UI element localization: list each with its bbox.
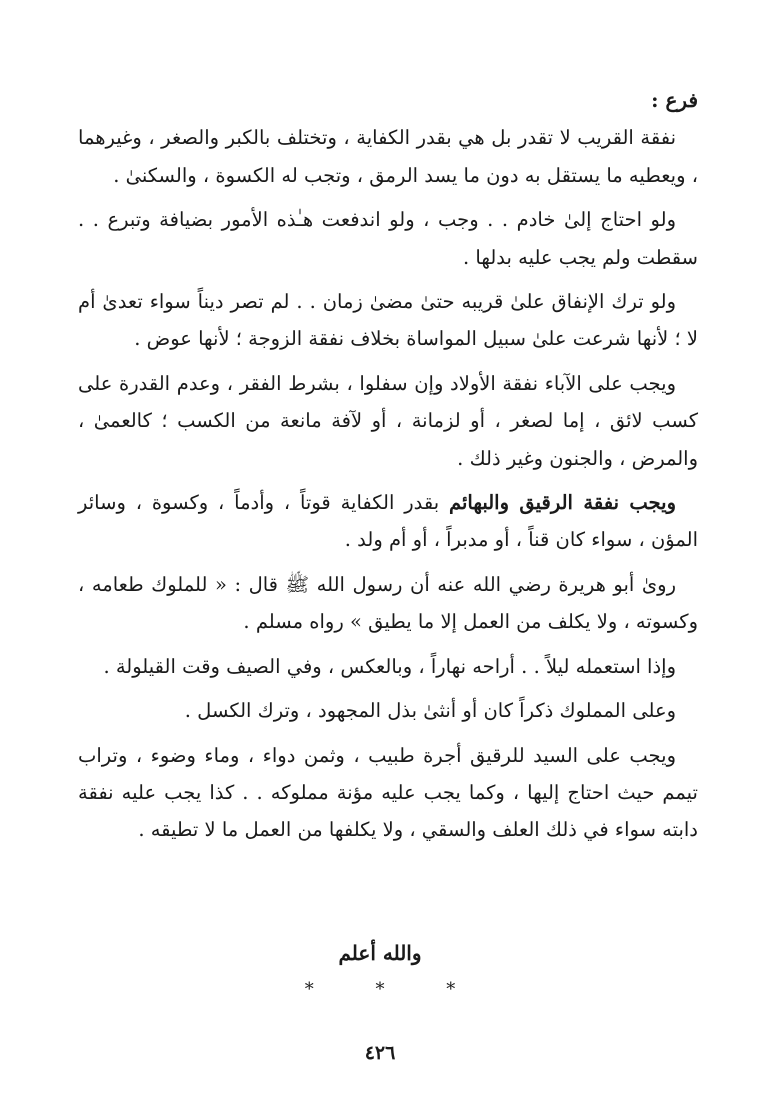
closing-phrase: والله أعلم [338,941,422,965]
paragraph-5-text: بقدر الكفاية قوتاً ، وأدماً ، وكسوة ، وسائر المؤن ، سواء كان قناً ، أو مدبراً ، أو أم ولد . [78,491,698,552]
paragraph-3: ولو ترك الإنفاق علىٰ قريبه حتىٰ مضىٰ زمان . . لم تصر ديناً سواء تعدىٰ أم لا ؛ لأنها شرعت علىٰ سبيل المواساة بخلاف نفقة الزوجة ؛ لأنها عوض . [78,290,698,351]
paragraph-8: وعلى المملوك ذكراً كان أو أنثىٰ بذل المجهود ، وترك الكسل . [184,699,676,723]
paragraph-7: وإذا استعمله ليلاً . . أراحه نهاراً ، وبالعكس ، وفي الصيف وقت القيلولة . [103,654,676,678]
paragraph-5 [78,484,698,559]
paragraph-6: روىٰ أبو هريرة رضي الله عنه أن رسول الله ﷺ قال : « للملوك طعامه ، وكسوته ، ولا يكلف من العمل إلا ما يطيق » رواه مسلم . [78,572,698,634]
paragraph-9: ويجب على السيد للرقيق أجرة طبيب ، وثمن دواء ، وماء وضوء ، وتراب تيمم حيث احتاج إليها ، وكما يجب عليه مؤنة مملوكه . . كذا يجب عليه نفقة دابته سواء في ذلك العلف والسقي ، ولا يكلفها من العمل ما لا تطيقه . [78,743,698,842]
page-body [78,82,698,849]
ornament-stars: * * * [304,979,484,1000]
paragraph-2: ولو احتاج إلىٰ خادم . . وجب ، ولو اندفعت هـٰذه الأمور بضيافة وتبرع . . سقطت ولم يجب عليه بدلها . [78,208,698,269]
paragraph-1: نفقة القريب لا تقدر بل هي بقدر الكفاية ، وتختلف بالكبر والصغر ، وغيرهما ، ويعطيه ما يستقل به دون ما يسد الرمق ، وتجب له الكسوة ، والسكنىٰ . [78,126,698,187]
paragraph-4: ويجب على الآباء نفقة الأولاد وإن سفلوا ، بشرط الفقر ، وعدم القدرة على كسب لائق ، إما لصغر ، أو لزمانة ، أو لآفة مانعة من الكسب ؛ كالعمىٰ ، والمرض ، والجنون وغير ذلك . [78,371,698,470]
paragraph-5-bold-lead: ويجب نفقة الرقيق والبهائم [448,491,676,515]
section-heading: فرع : [651,88,698,112]
page-number: ٤٢٦ [364,1042,396,1064]
